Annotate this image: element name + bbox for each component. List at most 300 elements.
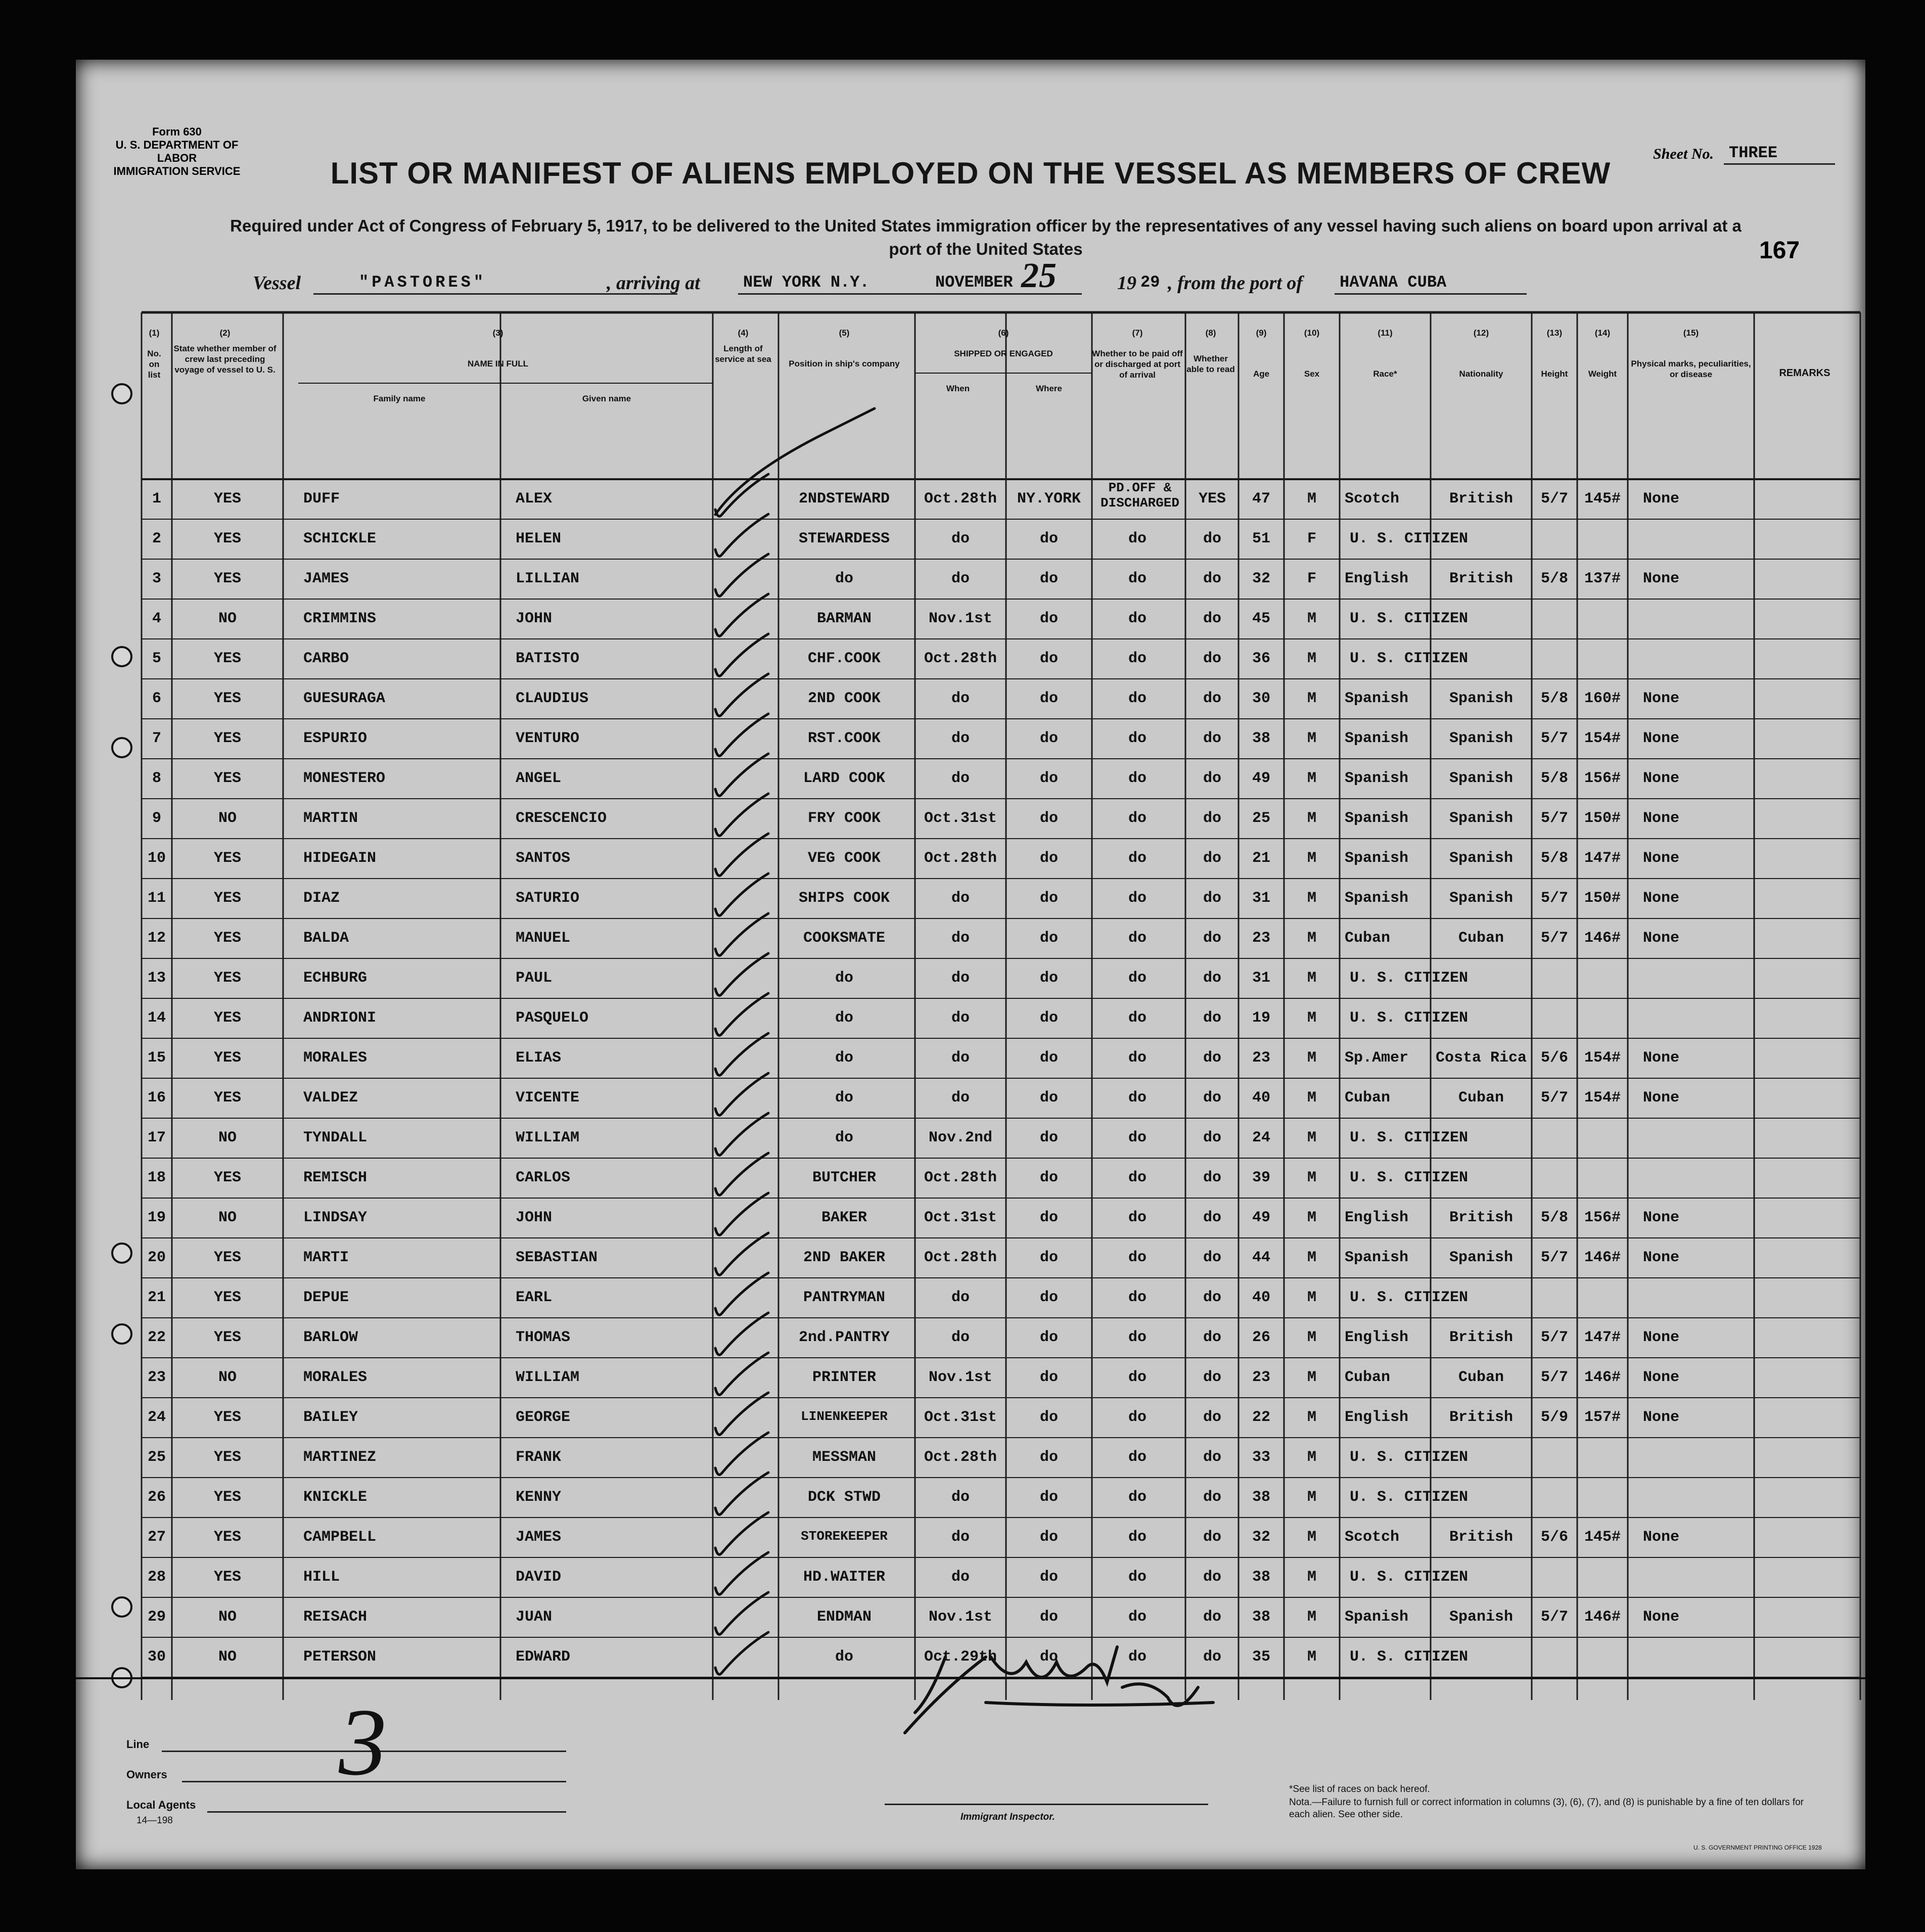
family-name-cell: MARTINEZ [303,1449,377,1466]
shipped-where-cell: do [1039,970,1058,987]
check-mark [715,1393,768,1435]
nationality-cell: Spanish [1449,1249,1514,1266]
prev-voyage-cell: YES [213,730,241,747]
given-name-cell: ELIAS [516,1049,562,1067]
row-number: 25 [147,1449,166,1466]
check-mark [715,873,768,915]
physical-marks-cell: None [1643,930,1680,947]
able-to-read-cell: do [1203,1409,1221,1426]
sex-cell: M [1307,1489,1316,1506]
row-number: 7 [152,730,161,747]
service-name: IMMIGRATION SERVICE [113,165,241,177]
paid-off-cell: do [1128,890,1147,907]
shipped-when-cell: Oct.31st [924,1209,997,1226]
shipped-where-cell: do [1039,810,1058,827]
paid-off-cell: do [1128,1009,1147,1027]
paid-off-cell: do [1128,970,1147,987]
prev-voyage-cell: YES [213,1529,241,1546]
height-cell: 5/7 [1540,1369,1568,1386]
paid-off-cell: do [1128,1049,1147,1067]
prev-voyage-cell: YES [213,650,241,667]
physical-marks-cell: None [1643,890,1680,907]
shipped-where-cell: do [1039,770,1058,787]
check-mark [715,1552,768,1594]
check-mark [715,1193,768,1235]
paid-off-cell: do [1128,530,1147,547]
paid-off-cell: do [1128,1169,1147,1186]
given-name-cell: CLAUDIUS [516,690,589,707]
position-cell: HD.WAITER [803,1569,886,1586]
able-to-read-cell: do [1203,850,1221,867]
nationality-cell: Spanish [1449,730,1514,747]
subtitle-line-1: Required under Act of Congress of February 5, 1917, to be delivered to the United States immigration officer by the representatives of any vessel having such aliens on board upon arrival at a [230,216,1741,235]
prev-voyage-cell: NO [218,810,237,827]
age-cell: 49 [1252,1209,1270,1226]
shipped-when-cell: do [951,970,970,987]
check-mark [715,1433,768,1475]
age-cell: 38 [1252,730,1270,747]
race-cell: U. S. CITIZEN [1350,1289,1469,1306]
shipped-where-cell: do [1039,650,1058,667]
col-10-header: Sex [1304,369,1320,379]
physical-marks-cell: None [1643,850,1680,867]
age-cell: 22 [1252,1409,1270,1426]
shipped-where-cell: do [1039,610,1058,627]
family-name-cell: DUFF [303,490,340,508]
sex-cell: M [1307,490,1316,508]
race-cell: U. S. CITIZEN [1350,530,1469,547]
shipped-where-cell: do [1039,1569,1058,1586]
prev-voyage-cell: YES [213,930,241,947]
race-cell: English [1345,570,1409,587]
age-cell: 21 [1252,850,1270,867]
check-mark [715,1632,768,1674]
row-number: 1 [152,490,161,508]
row-number: 28 [147,1569,166,1586]
shipped-where-cell: do [1039,1089,1058,1107]
prev-voyage-cell: YES [213,1449,241,1466]
age-cell: 31 [1252,970,1270,987]
prev-voyage-cell: NO [218,1608,237,1626]
check-mark [715,1073,768,1115]
height-cell: 5/7 [1540,890,1568,907]
sex-cell: M [1307,770,1316,787]
shipped-when-cell: do [951,930,970,947]
footer-line-label: Line [126,1738,150,1751]
paid-off-cell: do [1128,930,1147,947]
race-cell: Spanish [1345,690,1409,707]
position-cell: PRINTER [812,1369,877,1386]
given-name-cell: KENNY [516,1489,562,1506]
shipped-where-cell: do [1039,1489,1058,1506]
age-cell: 23 [1252,1369,1270,1386]
given-name-cell: JUAN [516,1608,553,1626]
given-name-cell: VICENTE [516,1089,580,1107]
row-number: 5 [152,650,161,667]
family-name-cell: HILL [303,1569,340,1586]
shipped-when-cell: Nov.1st [928,1608,993,1626]
position-cell: FRY COOK [807,810,881,827]
race-cell: Scotch [1345,490,1400,508]
able-to-read-cell: do [1203,1329,1221,1346]
shipped-where-cell: do [1039,850,1058,867]
check-mark [715,594,768,636]
check-mark [715,794,768,836]
height-cell: 5/7 [1540,1608,1568,1626]
col-7-header: Whether to be paid off or discharged at port of arrival [1092,349,1183,380]
sex-cell: M [1307,610,1316,627]
col-8-header: Whether able to read [1186,354,1235,374]
position-cell: ENDMAN [816,1608,872,1626]
prev-voyage-cell: YES [213,770,241,787]
sex-cell: M [1307,1129,1316,1146]
prev-voyage-cell: YES [213,1049,241,1067]
family-name-cell: VALDEZ [303,1089,358,1107]
check-mark [715,1113,768,1155]
shipped-when-cell: Oct.31st [924,810,997,827]
able-to-read-cell: do [1203,530,1221,547]
position-cell: PANTRYMAN [803,1289,886,1306]
col-9-number: (9) [1256,328,1267,338]
paid-off-cell: do [1128,1648,1147,1666]
row-number: 11 [147,890,166,907]
physical-marks-cell: None [1643,730,1680,747]
position-cell: RST.COOK [807,730,881,747]
punch-hole [111,1323,132,1345]
family-name-cell: GUESURAGA [303,690,386,707]
row-number: 18 [147,1169,166,1186]
position-cell: do [835,970,853,987]
able-to-read-cell: do [1203,1249,1221,1266]
sex-cell: F [1307,530,1316,547]
position-cell: STOREKEEPER [801,1529,888,1544]
col-8-number: (8) [1205,328,1216,338]
shipped-where-cell: do [1039,1289,1058,1306]
shipped-when-cell: do [951,890,970,907]
sex-cell: M [1307,1369,1316,1386]
able-to-read-cell: do [1203,770,1221,787]
row-number: 10 [147,850,166,867]
paid-off-cell: do [1128,1569,1147,1586]
age-cell: 38 [1252,1608,1270,1626]
given-name-cell: MANUEL [516,930,571,947]
sex-cell: M [1307,1169,1316,1186]
age-cell: 45 [1252,610,1270,627]
sheet-number: THREE [1729,144,1778,162]
able-to-read-cell: do [1203,570,1221,587]
shipped-when-cell: do [951,1089,970,1107]
weight-cell: 145# [1584,1529,1621,1546]
family-name-cell: MORALES [303,1049,368,1067]
row-number: 9 [152,810,161,827]
race-cell: U. S. CITIZEN [1350,1169,1469,1186]
prev-voyage-cell: YES [213,1009,241,1027]
sex-cell: M [1307,1289,1316,1306]
sex-cell: M [1307,1529,1316,1546]
prev-voyage-cell: YES [213,690,241,707]
col-6-where-header: Where [1036,384,1062,393]
subtitle-line-2: port of the United States [889,240,1083,258]
prev-voyage-cell: YES [213,1169,241,1186]
arrival-year: 29 [1140,273,1160,292]
paid-off-cell: do [1128,770,1147,787]
paid-off-cell: do [1128,1409,1147,1426]
physical-marks-cell: None [1643,1049,1680,1067]
height-cell: 5/7 [1540,1249,1568,1266]
able-to-read-cell: do [1203,1369,1221,1386]
page-number: 167 [1759,237,1800,264]
race-cell: English [1345,1209,1409,1226]
able-to-read-cell: do [1203,810,1221,827]
nationality-cell: Cuban [1458,1369,1504,1386]
from-label: , from the port of [1168,272,1303,294]
nationality-cell: Spanish [1449,1608,1514,1626]
arriving-label: , arriving at [607,272,700,294]
sex-cell: M [1307,1049,1316,1067]
prev-voyage-cell: YES [213,850,241,867]
nationality-cell: Spanish [1449,890,1514,907]
race-cell: Cuban [1345,1089,1391,1107]
age-cell: 47 [1252,490,1270,508]
shipped-where-cell: do [1039,1449,1058,1466]
physical-marks-cell: None [1643,1249,1680,1266]
family-name-cell: DIAZ [303,890,340,907]
family-name-cell: JAMES [303,570,349,587]
race-cell: Scotch [1345,1529,1400,1546]
shipped-where-cell: do [1039,1249,1058,1266]
able-to-read-cell: do [1203,690,1221,707]
able-to-read-cell: do [1203,1648,1221,1666]
col-12-header: Nationality [1459,369,1503,379]
family-name-cell: KNICKLE [303,1489,368,1506]
race-cell: U. S. CITIZEN [1350,610,1469,627]
punch-hole [111,1596,132,1618]
family-name-cell: ECHBURG [303,970,368,987]
nationality-cell: British [1449,570,1514,587]
paid-off-cell: do [1128,690,1147,707]
height-cell: 5/8 [1540,770,1568,787]
height-cell: 5/7 [1540,930,1568,947]
col-6-when-header: When [946,384,970,393]
age-cell: 36 [1252,650,1270,667]
prev-voyage-cell: YES [213,1409,241,1426]
prev-voyage-cell: NO [218,1129,237,1146]
given-name-cell: HELEN [516,530,562,547]
shipped-when-cell: Oct.28th [924,1169,997,1186]
check-mark [715,1153,768,1195]
col-5-number: (5) [839,328,850,338]
position-cell: SHIPS COOK [798,890,890,907]
sex-cell: M [1307,850,1316,867]
shipped-when-cell: do [951,1529,970,1546]
able-to-read-cell: do [1203,1289,1221,1306]
position-cell: BARMAN [816,610,872,627]
row-number: 24 [147,1409,166,1426]
position-cell: do [835,1089,853,1107]
arrival-day: 25 [1021,256,1057,295]
arrival-month: NOVEMBER [935,273,1013,292]
family-name-cell: MONESTERO [303,770,386,787]
able-to-read-cell: do [1203,1449,1221,1466]
weight-cell: 160# [1584,690,1621,707]
check-mark [715,674,768,716]
punch-hole [111,737,132,758]
given-name-cell: JAMES [516,1529,562,1546]
col-3-number: (3) [492,328,503,338]
given-name-cell: ANGEL [516,770,562,787]
sex-cell: F [1307,570,1316,587]
nationality-cell: Spanish [1449,850,1514,867]
family-name-cell: CARBO [303,650,349,667]
given-name-cell: EARL [516,1289,553,1306]
height-cell: 5/7 [1540,1089,1568,1107]
col-4-header: Length of service at sea [715,344,771,364]
shipped-where-cell: do [1039,1129,1058,1146]
age-cell: 24 [1252,1129,1270,1146]
family-name-cell: REMISCH [303,1169,368,1186]
col-2-header: State whether member of crew last preceding voyage of vessel to U. S. [173,344,277,375]
able-to-read-cell: do [1203,1529,1221,1546]
shipped-where-cell: do [1039,1209,1058,1226]
position-cell: 2NDSTEWARD [798,490,890,508]
position-cell: BAKER [821,1209,867,1226]
age-cell: 23 [1252,930,1270,947]
weight-cell: 150# [1584,810,1621,827]
check-mark [715,714,768,756]
given-name-cell: GEORGE [516,1409,571,1426]
prev-voyage-cell: YES [213,530,241,547]
physical-marks-cell: None [1643,1329,1680,1346]
prev-voyage-cell: YES [213,1569,241,1586]
age-cell: 19 [1252,1009,1270,1027]
age-cell: 38 [1252,1569,1270,1586]
given-name-cell: WILLIAM [516,1369,580,1386]
col-4-number: (4) [738,328,749,338]
physical-marks-cell: None [1643,1529,1680,1546]
sex-cell: M [1307,930,1316,947]
paid-off-cell: do [1128,610,1147,627]
race-cell: Spanish [1345,1249,1409,1266]
shipped-when-cell: Nov.2nd [928,1129,993,1146]
weight-cell: 146# [1584,1608,1621,1626]
col-2-number: (2) [219,328,231,338]
row-number: 14 [147,1009,166,1027]
shipped-when-cell: do [951,1009,970,1027]
col-14-header: Weight [1588,369,1617,379]
position-cell: LARD COOK [803,770,886,787]
given-name-cell: THOMAS [516,1329,571,1346]
position-cell: do [835,1049,853,1067]
height-cell: 5/8 [1540,570,1568,587]
shipped-when-cell: Oct.28th [924,1449,997,1466]
able-to-read-cell: YES [1198,490,1226,508]
nationality-cell: British [1449,1409,1514,1426]
family-name-cell: CAMPBELL [303,1529,377,1546]
height-cell: 5/6 [1540,1049,1568,1067]
nationality-cell: Costa Rica [1435,1049,1527,1067]
weight-cell: 146# [1584,930,1621,947]
col-3-header: NAME IN FULL [468,359,528,369]
physical-marks-cell: None [1643,570,1680,587]
check-mark [715,834,768,876]
nationality-cell: British [1449,1529,1514,1546]
form-number: Form 630 [152,125,202,138]
check-mark [715,993,768,1035]
family-name-cell: ANDRIONI [303,1009,377,1027]
race-cell: U. S. CITIZEN [1350,1009,1469,1027]
race-cell: Spanish [1345,890,1409,907]
check-mark [715,1033,768,1075]
row-number: 3 [152,570,161,587]
family-name-cell: ESPURIO [303,730,368,747]
family-name-cell: SCHICKLE [303,530,377,547]
inspector-signature [885,1627,1289,1758]
shipped-when-cell: Oct.28th [924,850,997,867]
check-mark [715,1353,768,1395]
paid-off-cell: do [1128,1289,1147,1306]
age-cell: 51 [1252,530,1270,547]
sex-cell: M [1307,810,1316,827]
given-name-cell: FRANK [516,1449,562,1466]
prev-voyage-cell: YES [213,490,241,508]
shipped-when-cell: Oct.28th [924,1249,997,1266]
age-cell: 39 [1252,1169,1270,1186]
paid-off-cell: do [1128,1449,1147,1466]
col-11-number: (11) [1378,328,1393,338]
prev-voyage-cell: YES [213,1289,241,1306]
race-cell: U. S. CITIZEN [1350,1449,1469,1466]
able-to-read-cell: do [1203,1489,1221,1506]
physical-marks-cell: None [1643,1089,1680,1107]
paid-off-cell: do [1128,1329,1147,1346]
shipped-where-cell: do [1039,690,1058,707]
shipped-when-cell: do [951,770,970,787]
row-number: 8 [152,770,161,787]
sex-cell: M [1307,650,1316,667]
weight-cell: 146# [1584,1369,1621,1386]
col-3-family-header: Family name [373,394,426,403]
physical-marks-cell: None [1643,490,1680,508]
nationality-cell: Spanish [1449,690,1514,707]
nationality-cell: Spanish [1449,770,1514,787]
able-to-read-cell: do [1203,1089,1221,1107]
paid-off-cell: do [1128,1489,1147,1506]
shipped-when-cell: Oct.29th [924,1648,997,1666]
physical-marks-cell: None [1643,1209,1680,1226]
page-title: LIST OR MANIFEST OF ALIENS EMPLOYED ON THE VESSEL AS MEMBERS OF CREW [330,156,1611,190]
physical-marks-cell: None [1643,770,1680,787]
shipped-where-cell: do [1039,890,1058,907]
col-3-given-header: Given name [582,394,631,403]
row-number: 27 [147,1529,166,1546]
race-cell: Spanish [1345,850,1409,867]
height-cell: 5/7 [1540,730,1568,747]
prev-voyage-cell: NO [218,1369,237,1386]
weight-cell: 157# [1584,1409,1621,1426]
able-to-read-cell: do [1203,730,1221,747]
race-cell: U. S. CITIZEN [1350,970,1469,987]
row-number: 21 [147,1289,166,1306]
sex-cell: M [1307,730,1316,747]
position-cell: BUTCHER [812,1169,877,1186]
row-number: 4 [152,610,161,627]
column-4-checkmarks [76,60,1865,1869]
vessel-name: "PASTORES" [359,273,487,292]
position-cell: CHF.COOK [807,650,881,667]
position-cell: MESSMAN [812,1449,877,1466]
row-number: 17 [147,1129,166,1146]
height-cell: 5/7 [1540,810,1568,827]
